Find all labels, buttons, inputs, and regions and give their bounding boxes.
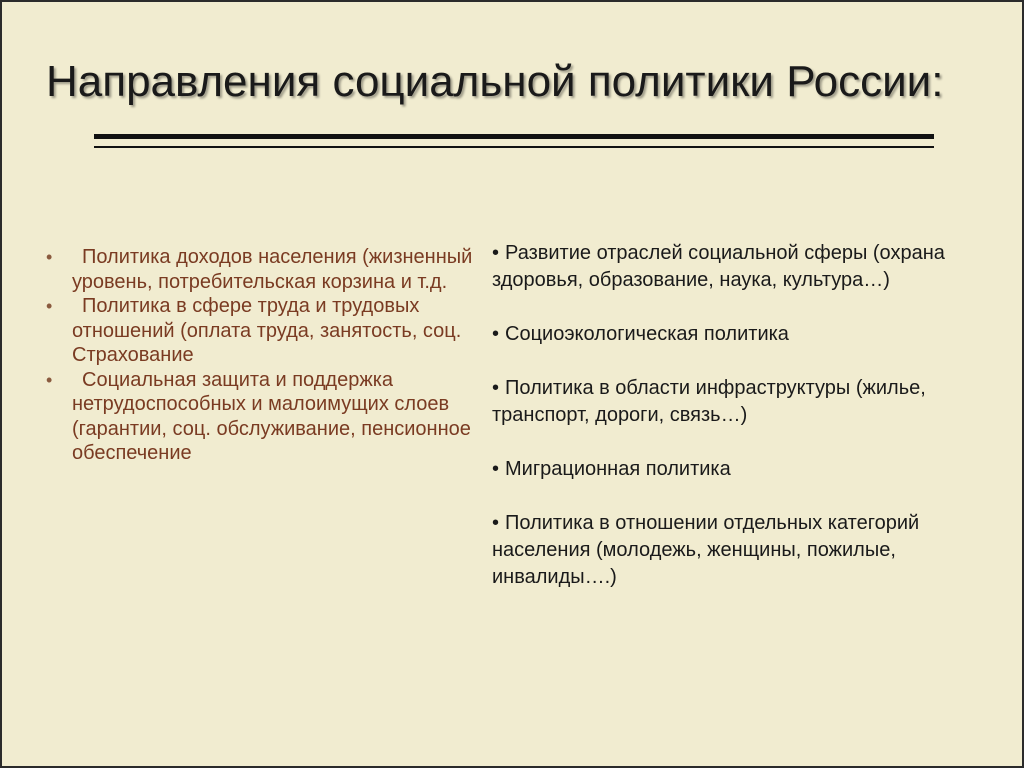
list-item-text: Социальная защита и поддержка нетрудоспособных и малоимущих слоев (гарантии, соц. обслуживание, пенсионное обеспечение: [72, 368, 471, 464]
bullet-icon: •: [492, 512, 500, 534]
bullet-icon: •: [492, 458, 500, 480]
list-item-text: Политика в сфере труда и трудовых отношений (оплата труда, занятость, соц. Страхование: [72, 295, 462, 366]
list-item-text: Социоэкологическая политика: [505, 323, 789, 345]
right-bullet-list: [492, 240, 1002, 618]
bullet-icon: •: [492, 377, 500, 399]
slide: [2, 2, 1022, 766]
left-bullet-list: [46, 245, 478, 466]
list-item-text: Развитие отраслей социальной сферы (охрана здоровья, образование, наука, культура…): [492, 242, 945, 291]
list-item: [46, 245, 478, 294]
list-item: [46, 368, 478, 466]
list-item-text: Политика в области инфраструктуры (жилье, транспорт, дороги, связь…): [492, 377, 926, 426]
bullet-icon: •: [492, 323, 500, 345]
list-item: [492, 321, 1002, 348]
title-divider-thick: [94, 134, 934, 139]
bullet-icon: •: [492, 242, 500, 264]
slide-title: Направления социальной политики России:: [46, 57, 944, 106]
list-item: [492, 510, 1002, 591]
list-item: [492, 240, 1002, 294]
bullet-icon: •: [46, 247, 53, 267]
list-item-text: Политика в отношении отдельных категорий населения (молодежь, женщины, пожилые, инвалиды….): [492, 512, 920, 588]
list-item: [46, 294, 478, 368]
bullet-icon: •: [46, 296, 53, 316]
list-item-text: Политика доходов населения (жизненный уровень, потребительская корзина и т.д.: [72, 246, 473, 293]
list-item-text: Миграционная политика: [505, 458, 731, 480]
bullet-icon: •: [46, 369, 53, 390]
list-item: [492, 456, 1002, 483]
title-divider-thin: [94, 146, 934, 148]
list-item: [492, 375, 1002, 429]
